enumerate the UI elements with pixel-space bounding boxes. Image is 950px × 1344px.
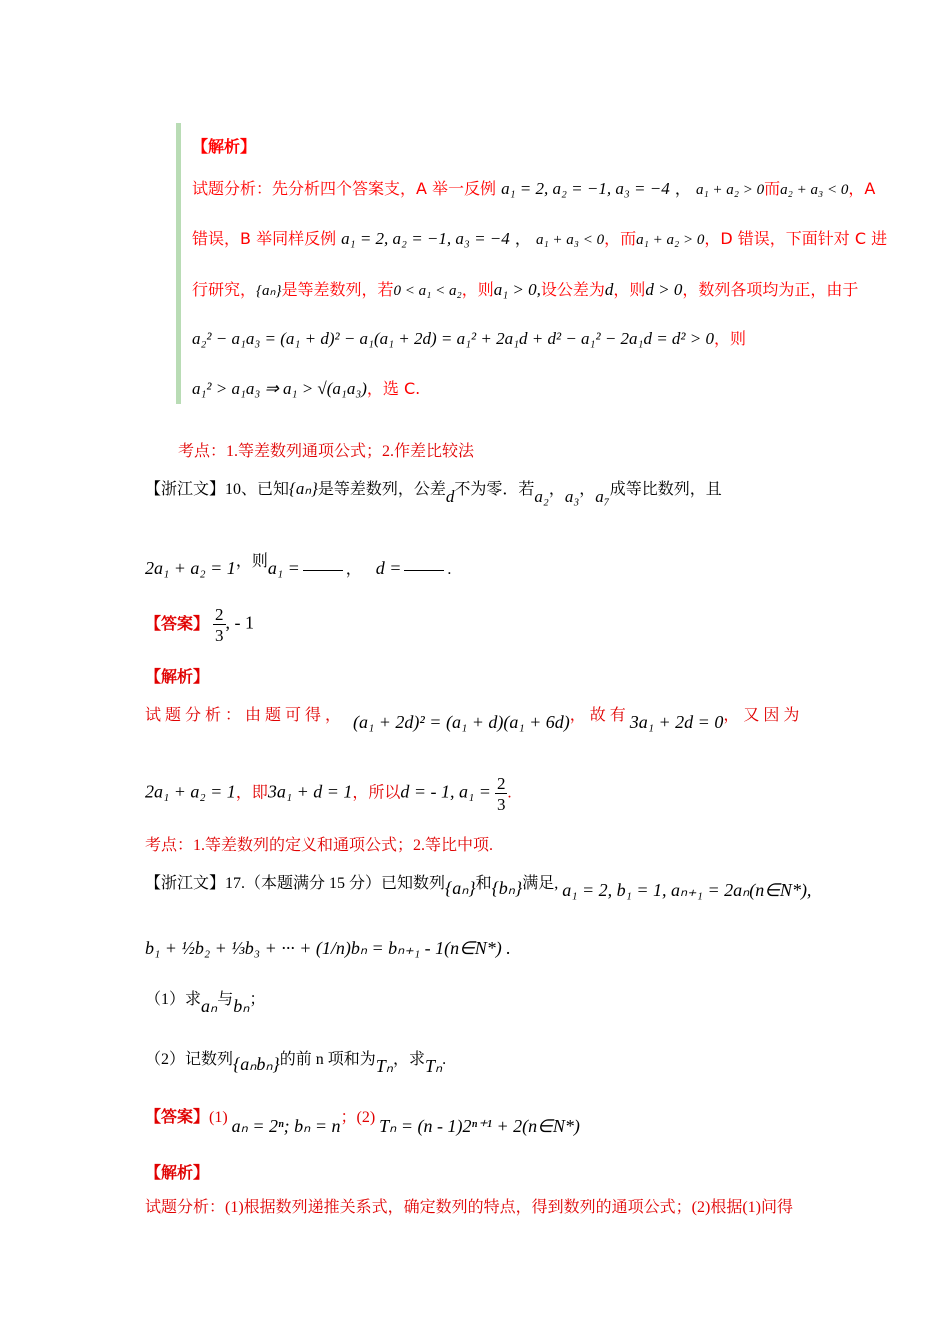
q17-part1-math-1: aₙ <box>201 996 218 1016</box>
box-line-4-text: ，则 <box>714 329 747 348</box>
box-line-3-math-a: {aₙ} <box>256 283 282 299</box>
box-line-5-math: a₁² > a₁a₃ ⇒ a₁ > √(a₁a₃) <box>192 379 367 398</box>
box-line-4 <box>192 326 746 349</box>
jiexi-10-math-b: 3a₁ + 2d = 0 <box>629 712 724 732</box>
q17-text-c: 满足, <box>522 875 559 892</box>
box-line-2-text-c: ，D 错误，下面针对 C 进 <box>704 229 888 248</box>
answer-10-fraction <box>213 606 226 644</box>
jiexi-10-text-c: ， 又 因 为 <box>723 707 800 724</box>
answer-17-p1: (1) <box>209 1109 228 1126</box>
q17-part2-math-3: Tₙ <box>424 1056 443 1076</box>
q17-part2-math-2: Tₙ <box>375 1056 393 1076</box>
box-line-1-text-a: 试题分析：先分析四个答案支，A 举一反例 <box>192 179 497 198</box>
jiexi-10-l2-math-c: d = - 1, a₁ = <box>400 781 491 802</box>
q10-math-c: a₂ <box>534 487 549 506</box>
q17-line-1 <box>145 870 812 900</box>
box-line-3-math-d: d <box>604 280 614 299</box>
q17-text-a: 【浙江文】17.（本题满分 15 分）已知数列 <box>145 875 446 892</box>
box-line-3-text-c: ，则 <box>461 280 494 299</box>
answer-10 <box>145 606 254 644</box>
box-line-3-math-b: 0 < a₁ < a₂ <box>393 283 462 299</box>
box-line-3-text-a: 行研究， <box>192 280 257 299</box>
q10-text-b: 是等差数列，公差 <box>317 481 446 498</box>
box-line-1-math-a: a₁ = 2, a₂ = −1, a₃ = −4 <box>501 179 670 198</box>
q10-text-d: 成等比数列，且 <box>609 481 722 498</box>
q17-part1-text-a: （1）求 <box>145 991 202 1008</box>
box-line-1-math-b: a₁ + a₂ > 0 <box>695 182 765 198</box>
q17-math-c: a₁ = 2, b₁ = 1, aₙ₊₁ = 2aₙ(n∈N*), <box>562 880 812 900</box>
answer-17-label: 【答案】 <box>145 1109 210 1126</box>
box-line-3-text-e: ，则 <box>613 280 646 299</box>
box-line-3-text-f: ，数列各项均为正，由于 <box>682 280 859 299</box>
jiexi-10-l2-text-a: ，即 <box>235 784 268 802</box>
answer-17-p2: (2) <box>356 1109 376 1126</box>
box-line-2-math-b: a₁ + a₃ < 0 <box>535 232 605 248</box>
q10-sep-2: ， <box>579 481 596 498</box>
box-line-1-text-c: ，A <box>848 179 876 198</box>
box-line-2-text-b: ，而 <box>604 229 637 248</box>
jiexi-10-text-a: 试 题 分 析 ： 由 题 可 得 ， <box>145 707 342 724</box>
box-line-2: 错误，B 举同样反例 a₁ = 2, a₂ = −1, a₃ = −4 ， a₁ + a₃ < 0，而a₁ + a₂ > 0，D 错误，下面针对 C 进 <box>192 229 888 248</box>
box-line-2-text-a: 错误，B 举同样反例 <box>192 229 337 248</box>
jiexi-10-l2-end: . <box>507 784 512 802</box>
kaodian-2: 考点：1.等差数列的定义和通项公式；2.等比中项. <box>145 837 494 854</box>
q10-text-a: 【浙江文】10、已知 <box>145 481 290 498</box>
q17-part2-text-d: . <box>442 1051 447 1068</box>
box-line-1-text-b: 而 <box>764 179 781 198</box>
box-heading: 【解析】 <box>192 137 257 156</box>
q10-math-a: {aₙ} <box>289 479 318 498</box>
answer-17 <box>145 1104 580 1136</box>
box-line-3 <box>192 277 858 300</box>
q10-line-2 <box>145 553 452 579</box>
q17-math-a: {aₙ} <box>445 878 476 898</box>
q10-math-e: a₇ <box>595 487 610 506</box>
jiexi-10-l2-math-a: 2a₁ + a₂ = 1 <box>145 781 236 802</box>
q17-math-b: {bₙ} <box>491 878 523 898</box>
answer-10-frac-den: 3 <box>215 626 224 645</box>
q17-part1-text-b: 与 <box>217 991 234 1008</box>
jiexi-10-l2-math-b: 3a₁ + d = 1 <box>267 781 353 802</box>
q10-line-2-sep: ， <box>345 561 362 578</box>
q17-part2-math-1: {aₙbₙ} <box>233 1054 280 1074</box>
box-line-1-math-c: a₂ + a₃ < 0 <box>780 182 849 198</box>
q17-text-b: 和 <box>475 875 492 892</box>
box-line-2-math-c: a₁ + a₂ > 0 <box>636 232 705 248</box>
q10-line-2-end: . <box>447 561 452 578</box>
q10-line-2-math-b: a₁ = <box>267 558 300 578</box>
answer-17-sep: ； <box>340 1109 357 1126</box>
jiexi-17-label: 【解析】 <box>145 1165 210 1182</box>
kaodian-1: 考点：1.等差数列通项公式；2.作差比较法 <box>178 443 475 460</box>
jiexi-10-label: 【解析】 <box>145 669 210 686</box>
box-line-3-text-d: 设公差为 <box>540 280 605 299</box>
q17-part2-text-a: （2）记数列 <box>145 1051 234 1068</box>
q17-part2-text-c: ，求 <box>392 1051 425 1068</box>
q10-math-b: d <box>445 487 455 506</box>
q10-line-2-math: 2a₁ + a₂ = 1 <box>145 558 236 578</box>
q10-line-2-math-c: d = <box>375 558 402 578</box>
jiexi-10-frac-den: 3 <box>496 795 506 814</box>
q10-math-d: a₃ <box>564 487 580 506</box>
q10-text-c: 不为零．若 <box>454 481 535 498</box>
answer-blank-d <box>404 570 444 571</box>
q17-line-2 <box>145 938 511 959</box>
jiexi-10-frac-num: 2 <box>496 774 506 793</box>
q10-sep-1: ， <box>548 481 565 498</box>
answer-17-math-2: Tₙ = (n - 1)2ⁿ⁺¹ + 2(n∈N*) <box>379 1116 580 1136</box>
jiexi-10-fraction <box>495 775 508 813</box>
q10-line-2-text: ，则 <box>235 553 268 570</box>
jiexi-10-math-a: (a₁ + 2d)² = (a₁ + d)(a₁ + 6d) <box>353 712 570 732</box>
answer-blank-a1 <box>303 570 343 571</box>
answer-17-math-1: aₙ = 2ⁿ; bₙ = n <box>231 1116 341 1136</box>
q17-part1-text-c: ； <box>249 991 266 1008</box>
q17-part1-math-2: bₙ <box>233 996 250 1016</box>
q17-l2-math: b₁ + ½b₂ + ⅓b₃ + ··· + (1/n)bₙ = bₙ₊₁ - 1(n∈N*) . <box>145 938 511 958</box>
quote-bar <box>176 123 181 404</box>
box-line-5 <box>192 376 420 399</box>
jiexi-10-l2-text-b: ，所以 <box>352 784 401 802</box>
q17-part-1 <box>145 986 266 1016</box>
q17-part2-text-b: 的前 n 项和为 <box>279 1051 376 1068</box>
box-line-2-math-a: a₁ = 2, a₂ = −1, a₃ = −4 <box>341 229 510 248</box>
box-line-3-text-b: 是等差数列，若 <box>281 280 394 299</box>
q10-line-1 <box>145 476 722 506</box>
jiexi-10-text-b: ， 故 有 <box>569 707 626 724</box>
answer-10-frac-num: 2 <box>215 605 224 624</box>
box-line-3-math-e: d > 0 <box>645 280 683 299</box>
jiexi-10-line-1 <box>145 702 800 732</box>
box-line-1: 试题分析：先分析四个答案支，A 举一反例 a₁ = 2, a₂ = −1, a₃ = −4 ， a₁ + a₂ > 0而a₂ + a₃ < 0，A <box>192 179 876 198</box>
box-line-4-math: a₂² − a₁a₃ = (a₁ + d)² − a₁(a₁ + 2d) = a₁² + 2a₁d + d² − a₁² − 2a₁d = d² > 0 <box>192 329 714 348</box>
box-line-3-math-c: a₁ > 0, <box>493 280 541 299</box>
box-line-5-text: ，选 C. <box>366 379 421 398</box>
answer-10-rest: , - 1 <box>225 612 255 633</box>
answer-10-label: 【答案】 <box>145 615 210 633</box>
q17-part-2 <box>145 1046 447 1076</box>
jiexi-10-line-2 <box>145 775 511 813</box>
jiexi-17-text: 试题分析：(1)根据数列递推关系式，确定数列的特点，得到数列的通项公式；(2)根据(1)问得 <box>145 1199 793 1216</box>
